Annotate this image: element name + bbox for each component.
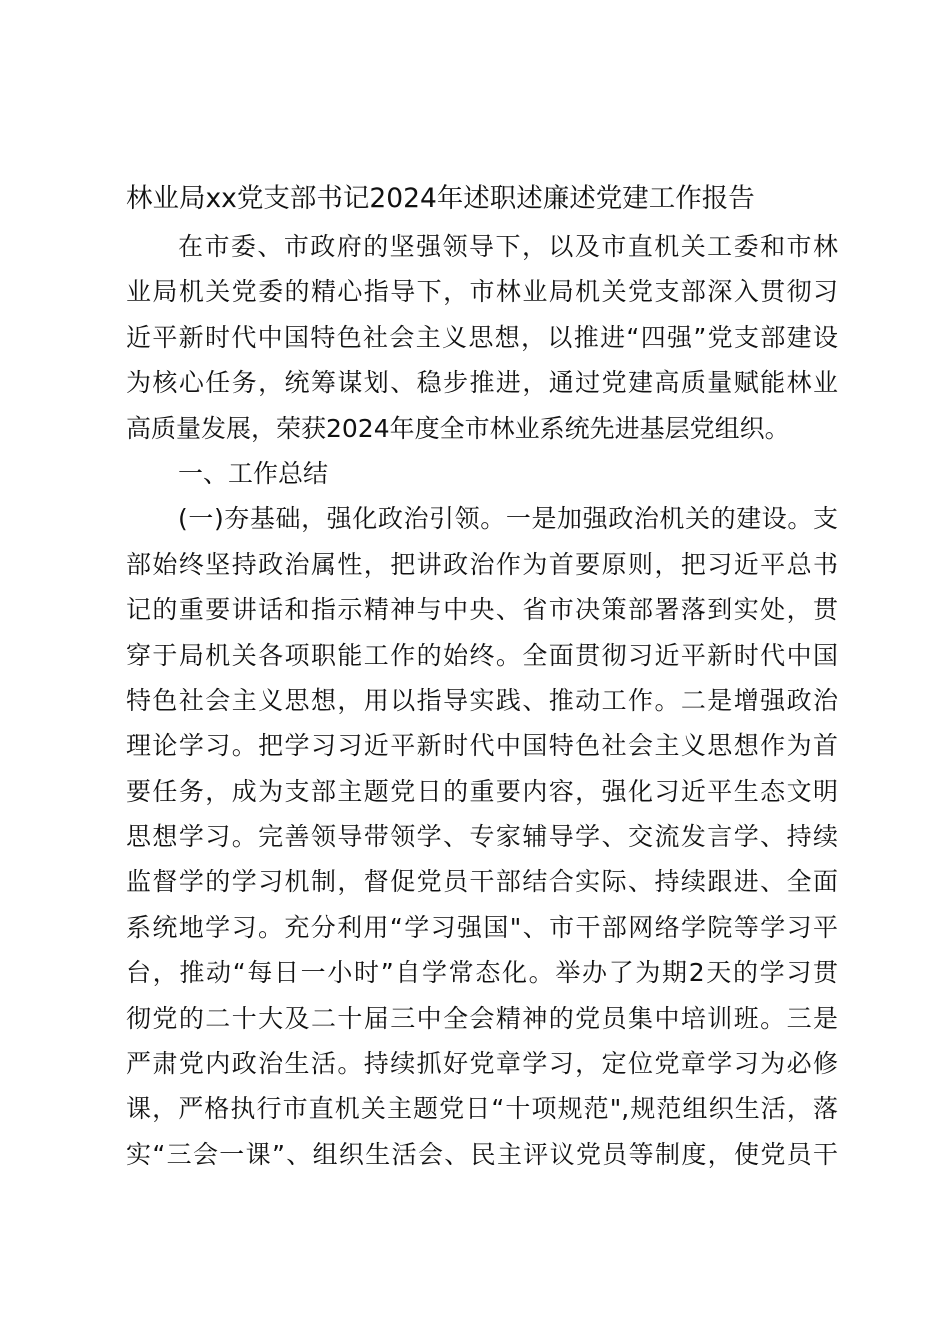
paragraph-line: 部始终坚持政治属性，把讲政治作为首要原则，把习近平总书: [126, 549, 838, 579]
paragraph-line: 实“三会一课”、组织生活会、民主评议党员等制度，使党员干: [126, 1139, 838, 1169]
paragraph-line: 课，严格执行市直机关主题党日“十项规范",规范组织生活，落: [126, 1094, 838, 1124]
paragraph-line: 记的重要讲话和指示精神与中央、省市决策部署落到实处，贯: [126, 595, 838, 625]
paragraph-line: 严肃党内政治生活。持续抓好党章学习，定位党章学习为必修: [126, 1049, 838, 1079]
paragraph-line: 台，推动“每日一小时”自学常态化。举办了为期2天的学习贯: [126, 958, 838, 988]
paragraph-line: 穿于局机关各项职能工作的始终。全面贯彻习近平新时代中国: [126, 640, 838, 670]
paragraph-line: 彻党的二十大及二十届三中全会精神的党员集中培训班。三是: [126, 1003, 838, 1033]
section-heading: 一、工作总结: [178, 458, 329, 488]
paragraph-line: (一)夯基础，强化政治引领。一是加强政治机关的建设。支: [178, 504, 838, 534]
paragraph-line: 理论学习。把学习习近平新时代中国特色社会主义思想作为首: [126, 731, 838, 761]
document-title: 林业局xx党支部书记2024年述职述廉述党建工作报告: [126, 183, 755, 214]
paragraph-line: 特色社会主义思想，用以指导实践、推动工作。二是增强政治: [126, 685, 838, 715]
paragraph-line: 业局机关党委的精心指导下，市林业局机关党支部深入贯彻习: [126, 277, 838, 307]
paragraph-line: 思想学习。完善领导带领学、专家辅导学、交流发言学、持续: [126, 822, 838, 852]
paragraph-line: 系统地学习。充分利用“学习强国"、市干部网络学院等学习平: [126, 912, 838, 942]
paragraph-line: 近平新时代中国特色社会主义思想，以推进“四强”党支部建设: [126, 322, 838, 352]
paragraph-line: 监督学的学习机制，督促党员干部结合实际、持续跟进、全面: [126, 867, 838, 897]
paragraph-line: 在市委、市政府的坚强领导下，以及市直机关工委和市林: [178, 232, 838, 261]
document-body: [126, 224, 838, 1177]
paragraph-line: 要任务，成为支部主题党日的重要内容，强化习近平生态文明: [126, 776, 838, 806]
paragraph-line: 高质量发展，荣获2024年度全市林业系统先进基层党组织。: [126, 413, 790, 443]
paragraph-line: 为核心任务，统筹谋划、稳步推进，通过党建高质量赋能林业: [126, 368, 838, 398]
